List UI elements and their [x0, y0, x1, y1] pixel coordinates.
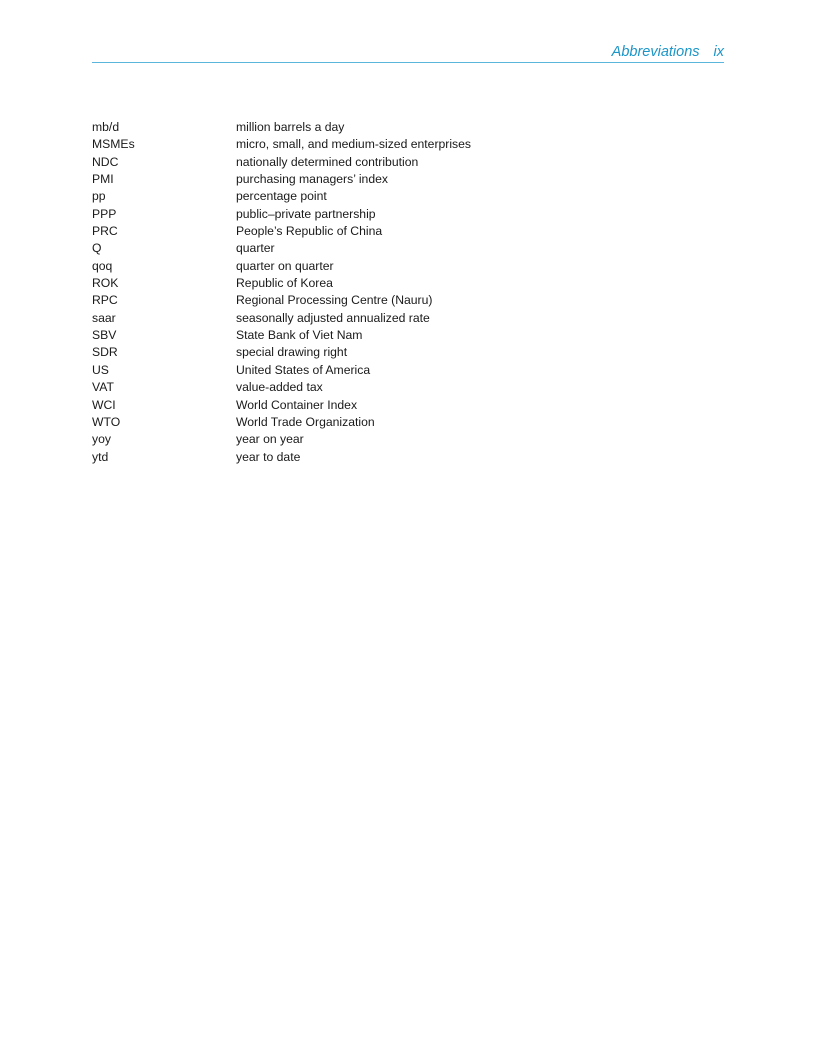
- abbreviation-term: PMI: [92, 172, 114, 187]
- abbreviation-row: [92, 327, 652, 344]
- abbreviation-definition: quarter on quarter: [236, 258, 334, 273]
- abbreviation-term: ytd: [92, 449, 109, 464]
- abbreviation-definition: State Bank of Viet Nam: [236, 328, 363, 343]
- abbreviation-definition: Republic of Korea: [236, 276, 333, 291]
- abbreviation-term: ROK: [92, 276, 119, 291]
- abbreviation-row: [92, 310, 652, 327]
- abbreviation-row: [92, 136, 652, 153]
- abbreviation-row: [92, 206, 652, 223]
- abbreviation-row: [92, 431, 652, 448]
- abbreviation-row: [92, 223, 652, 240]
- abbreviation-term: US: [92, 362, 109, 377]
- abbreviation-row: [92, 292, 652, 309]
- header-title: Abbreviations: [611, 44, 700, 60]
- abbreviation-term: NDC: [92, 154, 119, 169]
- abbreviations-list: [92, 119, 652, 466]
- abbreviation-definition: public–private partnership: [236, 206, 376, 221]
- abbreviation-term: pp: [92, 189, 106, 204]
- abbreviation-term: MSMEs: [92, 137, 135, 152]
- abbreviation-row: [92, 362, 652, 379]
- abbreviation-row: [92, 344, 652, 361]
- abbreviation-definition: micro, small, and medium-sized enterprises: [236, 137, 472, 152]
- abbreviation-definition: quarter: [236, 241, 275, 256]
- abbreviation-definition: year to date: [236, 449, 301, 464]
- abbreviation-row: [92, 397, 652, 414]
- abbreviation-definition: special drawing right: [236, 345, 348, 360]
- abbreviation-term: PPP: [92, 206, 117, 221]
- abbreviation-term: saar: [92, 310, 116, 325]
- page-number: ix: [713, 44, 724, 60]
- abbreviation-term: SBV: [92, 328, 117, 343]
- abbreviation-definition: value-added tax: [236, 380, 323, 395]
- abbreviation-row: [92, 240, 652, 257]
- abbreviation-term: yoy: [92, 432, 111, 447]
- abbreviation-term: WTO: [92, 414, 121, 429]
- abbreviation-row: [92, 379, 652, 396]
- abbreviation-row: [92, 258, 652, 275]
- abbreviation-row: [92, 188, 652, 205]
- running-header: [92, 43, 724, 61]
- abbreviation-term: SDR: [92, 345, 118, 360]
- abbreviation-term: PRC: [92, 224, 118, 239]
- abbreviation-definition: People’s Republic of China: [236, 224, 383, 239]
- header-divider: [92, 62, 724, 63]
- abbreviation-definition: seasonally adjusted annualized rate: [236, 310, 430, 325]
- abbreviation-term: WCI: [92, 397, 116, 412]
- abbreviation-definition: percentage point: [236, 189, 327, 204]
- abbreviation-definition: nationally determined contribution: [236, 154, 419, 169]
- abbreviation-definition: year on year: [236, 432, 304, 447]
- abbreviation-term: mb/d: [92, 120, 120, 134]
- abbreviation-row: [92, 171, 652, 188]
- abbreviation-row: [92, 449, 652, 466]
- abbreviation-row: [92, 154, 652, 171]
- abbreviation-row: [92, 414, 652, 431]
- abbreviation-row: [92, 119, 652, 136]
- abbreviation-definition: million barrels a day: [236, 120, 345, 134]
- abbreviation-term: Q: [92, 241, 102, 256]
- abbreviation-term: RPC: [92, 293, 118, 308]
- abbreviation-definition: purchasing managers’ index: [236, 172, 388, 187]
- abbreviation-row: [92, 275, 652, 292]
- abbreviation-definition: Regional Processing Centre (Nauru): [236, 293, 433, 308]
- abbreviation-definition: World Container Index: [236, 397, 358, 412]
- abbreviation-definition: United States of America: [236, 362, 371, 377]
- abbreviation-term: VAT: [92, 380, 114, 395]
- abbreviation-definition: World Trade Organization: [236, 414, 375, 429]
- abbreviation-term: qoq: [92, 258, 113, 273]
